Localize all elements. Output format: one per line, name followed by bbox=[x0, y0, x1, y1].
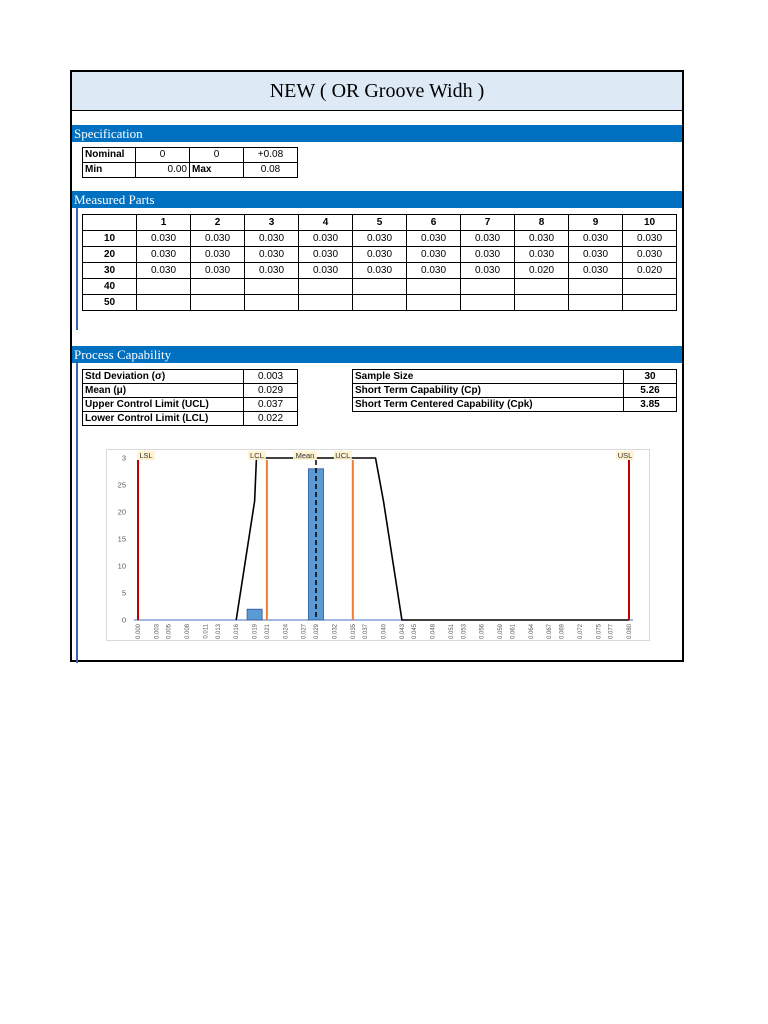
header-row bbox=[83, 215, 677, 231]
corner-cell bbox=[83, 215, 137, 231]
capability-indices-table bbox=[352, 369, 677, 412]
x-tick-label: 0.043 bbox=[399, 624, 406, 640]
x-tick-label: 0.061 bbox=[510, 624, 517, 640]
y-tick-label: 25 bbox=[117, 480, 126, 490]
x-tick-label: 0.003 bbox=[154, 624, 161, 640]
stat-label: Upper Control Limit (UCL) bbox=[83, 398, 244, 412]
stat-value: 3.85 bbox=[624, 398, 677, 412]
column-header: 1 bbox=[137, 215, 191, 231]
spec-cell: 0 bbox=[190, 148, 244, 163]
spec-cell: 0 bbox=[136, 148, 190, 163]
stat-label: Short Term Capability (Cp) bbox=[353, 384, 624, 398]
measurement-cell: 0.030 bbox=[515, 247, 569, 263]
x-tick-label: 0.016 bbox=[234, 624, 241, 640]
stat-value: 0.003 bbox=[244, 370, 298, 384]
measurement-cell bbox=[245, 295, 299, 311]
spc-sheet bbox=[70, 70, 684, 662]
x-tick-label: 0.064 bbox=[528, 624, 535, 640]
measurement-cell: 0.030 bbox=[515, 231, 569, 247]
x-tick-label: 0.037 bbox=[363, 624, 370, 640]
measurement-cell bbox=[515, 295, 569, 311]
x-tick-label: 0.075 bbox=[596, 624, 603, 640]
spec-cell: +0.08 bbox=[244, 148, 298, 163]
measurement-cell: 0.030 bbox=[407, 263, 461, 279]
measurement-cell: 0.030 bbox=[191, 231, 245, 247]
column-header: 10 bbox=[623, 215, 677, 231]
column-header: 2 bbox=[191, 215, 245, 231]
section-rule bbox=[76, 208, 78, 330]
measurement-cell: 0.030 bbox=[137, 247, 191, 263]
row-label: 30 bbox=[83, 263, 137, 279]
measurement-cell: 0.020 bbox=[623, 263, 677, 279]
spec-cell: Max bbox=[190, 163, 244, 178]
measurement-cell: 0.030 bbox=[299, 231, 353, 247]
x-tick-label: 0.032 bbox=[332, 624, 339, 640]
x-tick-label: 0.069 bbox=[559, 624, 566, 640]
column-header: 4 bbox=[299, 215, 353, 231]
x-tick-label: 0.040 bbox=[381, 624, 388, 640]
column-header: 3 bbox=[245, 215, 299, 231]
measurement-cell bbox=[515, 279, 569, 295]
stat-value: 30 bbox=[624, 370, 677, 384]
x-tick-label: 0.035 bbox=[350, 624, 357, 640]
measurement-cell: 0.030 bbox=[245, 231, 299, 247]
x-tick-label: 0.024 bbox=[283, 624, 290, 640]
measurement-cell: 0.030 bbox=[623, 231, 677, 247]
measurement-cell bbox=[245, 279, 299, 295]
histogram-bar bbox=[247, 609, 262, 620]
spec-cell: 0.00 bbox=[136, 163, 190, 178]
measurement-cell bbox=[137, 279, 191, 295]
process-capability-header: Process Capability bbox=[72, 346, 682, 363]
measurement-cell: 0.030 bbox=[245, 263, 299, 279]
measurement-cell: 0.030 bbox=[191, 247, 245, 263]
y-tick-label: 5 bbox=[121, 588, 126, 598]
x-tick-label: 0.027 bbox=[301, 624, 308, 640]
measurement-cell bbox=[407, 279, 461, 295]
capability-stats-table bbox=[82, 369, 298, 426]
measurement-cell: 0.030 bbox=[569, 263, 623, 279]
table-row bbox=[353, 370, 677, 384]
measurement-cell bbox=[623, 279, 677, 295]
stat-label: Std Deviation (σ) bbox=[83, 370, 244, 384]
ucl-label: UCL bbox=[335, 451, 351, 460]
specification-header: Specification bbox=[72, 125, 682, 142]
measurement-cell: 0.030 bbox=[461, 263, 515, 279]
column-header: 5 bbox=[353, 215, 407, 231]
spec-cell: 0.08 bbox=[244, 163, 298, 178]
row-label: 20 bbox=[83, 247, 137, 263]
measurement-cell bbox=[191, 279, 245, 295]
column-header: 6 bbox=[407, 215, 461, 231]
stat-value: 5.26 bbox=[624, 384, 677, 398]
stat-label: Sample Size bbox=[353, 370, 624, 384]
column-header: 8 bbox=[515, 215, 569, 231]
specification-table bbox=[82, 147, 298, 178]
measurement-cell: 0.030 bbox=[353, 231, 407, 247]
stat-label: Lower Control Limit (LCL) bbox=[83, 412, 244, 426]
section-rule bbox=[76, 363, 78, 663]
measurement-cell: 0.030 bbox=[461, 247, 515, 263]
measurement-cell bbox=[353, 295, 407, 311]
x-tick-label: 0.059 bbox=[498, 624, 505, 640]
spec-cell: Nominal bbox=[83, 148, 136, 163]
y-tick-label: 0 bbox=[121, 615, 126, 625]
x-tick-label: 0.056 bbox=[479, 624, 486, 640]
column-header: 7 bbox=[461, 215, 515, 231]
x-tick-label: 0.000 bbox=[136, 624, 142, 640]
page-title: NEW ( OR Groove Widh ) bbox=[72, 72, 682, 111]
usl-label: USL bbox=[617, 451, 633, 460]
mean-label: Mean bbox=[295, 451, 315, 460]
measurement-cell bbox=[407, 295, 461, 311]
measurement-cell: 0.030 bbox=[299, 263, 353, 279]
measurement-cell: 0.030 bbox=[461, 231, 515, 247]
stat-value: 0.022 bbox=[244, 412, 298, 426]
x-tick-label: 0.067 bbox=[547, 624, 554, 640]
column-header: 9 bbox=[569, 215, 623, 231]
measurement-cell bbox=[461, 295, 515, 311]
x-tick-label: 0.005 bbox=[166, 624, 173, 640]
stat-label: Short Term Centered Capability (Cpk) bbox=[353, 398, 624, 412]
x-tick-label: 0.019 bbox=[252, 624, 259, 640]
measurement-cell: 0.030 bbox=[353, 247, 407, 263]
measurement-cell: 0.030 bbox=[623, 247, 677, 263]
table-row bbox=[83, 247, 677, 263]
table-row bbox=[83, 295, 677, 311]
measurement-cell: 0.030 bbox=[569, 247, 623, 263]
measurement-cell: 0.030 bbox=[137, 231, 191, 247]
measurement-cell bbox=[299, 295, 353, 311]
stat-label: Mean (μ) bbox=[83, 384, 244, 398]
spec-cell: Min bbox=[83, 163, 136, 178]
table-row bbox=[353, 384, 677, 398]
measurement-cell bbox=[623, 295, 677, 311]
measurement-cell bbox=[191, 295, 245, 311]
table-row bbox=[83, 231, 677, 247]
measurement-cell: 0.030 bbox=[407, 231, 461, 247]
measurement-cell: 0.030 bbox=[137, 263, 191, 279]
table-row bbox=[83, 279, 677, 295]
stat-value: 0.029 bbox=[244, 384, 298, 398]
y-tick-label: 15 bbox=[117, 534, 126, 544]
table-row bbox=[83, 263, 677, 279]
table-row bbox=[83, 398, 298, 412]
y-tick-label: 10 bbox=[117, 561, 126, 571]
x-tick-label: 0.008 bbox=[185, 624, 192, 640]
table-row bbox=[353, 398, 677, 412]
x-tick-label: 0.048 bbox=[430, 624, 437, 640]
measured-parts-header: Measured Parts bbox=[72, 191, 682, 208]
x-tick-label: 0.077 bbox=[608, 624, 615, 640]
x-tick-label: 0.021 bbox=[264, 624, 271, 640]
measured-parts-table bbox=[82, 214, 677, 311]
y-tick-label: 20 bbox=[117, 507, 126, 517]
measurement-cell: 0.020 bbox=[515, 263, 569, 279]
x-tick-label: 0.029 bbox=[313, 624, 320, 640]
x-tick-label: 0.013 bbox=[215, 624, 222, 640]
measurement-cell bbox=[299, 279, 353, 295]
table-row bbox=[83, 370, 298, 384]
measurement-cell: 0.030 bbox=[299, 247, 353, 263]
table-row bbox=[83, 412, 298, 426]
stat-value: 0.037 bbox=[244, 398, 298, 412]
y-tick-label: 3 bbox=[121, 453, 126, 463]
measurement-cell: 0.030 bbox=[569, 231, 623, 247]
lsl-label: LSL bbox=[139, 451, 153, 460]
table-row bbox=[83, 384, 298, 398]
measurement-cell: 0.030 bbox=[407, 247, 461, 263]
row-label: 40 bbox=[83, 279, 137, 295]
measurement-cell: 0.030 bbox=[191, 263, 245, 279]
chart-svg bbox=[107, 450, 649, 640]
measurement-cell bbox=[461, 279, 515, 295]
normal-curve bbox=[236, 458, 629, 620]
x-tick-label: 0.072 bbox=[577, 624, 584, 640]
measurement-cell: 0.030 bbox=[353, 263, 407, 279]
x-tick-label: 0.011 bbox=[203, 624, 210, 639]
row-label: 10 bbox=[83, 231, 137, 247]
measurement-cell bbox=[569, 279, 623, 295]
measurement-cell bbox=[137, 295, 191, 311]
measurement-cell: 0.030 bbox=[245, 247, 299, 263]
process-capability-chart bbox=[106, 449, 650, 641]
row-label: 50 bbox=[83, 295, 137, 311]
measurement-cell bbox=[353, 279, 407, 295]
lcl-label: LCL bbox=[250, 451, 264, 460]
x-tick-label: 0.080 bbox=[627, 624, 633, 640]
measurement-cell bbox=[569, 295, 623, 311]
x-tick-label: 0.051 bbox=[449, 624, 456, 640]
x-tick-label: 0.045 bbox=[412, 624, 419, 640]
x-tick-label: 0.053 bbox=[461, 624, 468, 640]
